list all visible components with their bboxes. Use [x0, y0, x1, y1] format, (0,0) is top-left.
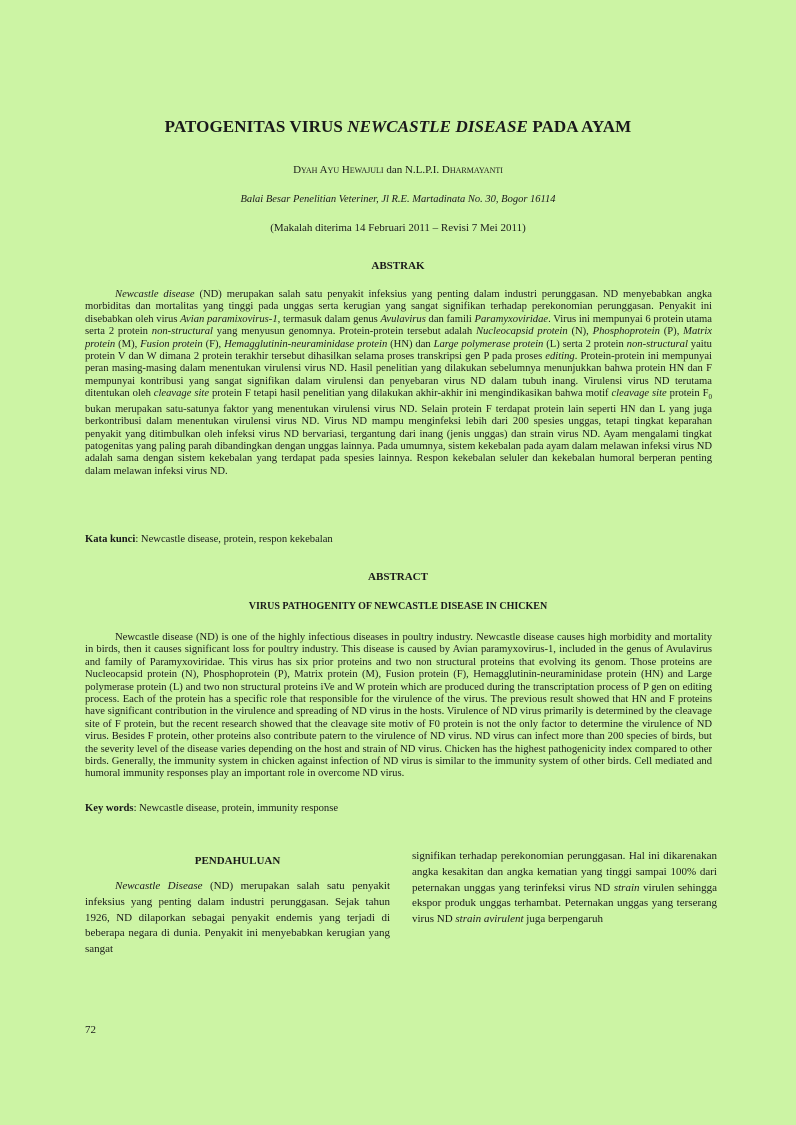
received-date: (Makalah diterima 14 Februari 2011 – Revisi 7 Mei 2011) [270, 222, 526, 234]
intro-column-right: signifikan terhadap perekonomian perunggasan. Hal ini dikarenakan angka kesakitan dan angka kematian yang tinggi sampai 100% dari peternakan unggas yang terinfeksi virus ND strain virulen sehingga ekspor produk unggas terhambat. Peternakan unggas yang terserang virus ND strain avirulent juga berpengaruh [412, 850, 717, 926]
key-words: Key words: Newcastle disease, protein, immunity response [85, 803, 339, 814]
abstract-heading: ABSTRACT [368, 571, 428, 583]
author-2: N.L.P.I. Dharmayanti [404, 164, 503, 176]
intro-column-left: Newcastle Disease (ND) merupakan salah satu penyakit infeksius yang penting dalam industri perunggasan. Sejak tahun 1926, ND dilaporkan sebagai penyakit endemis yang terjadi di beberapa negara di dunia. Penyakit ini menyebabkan kerugian yang sangat [85, 880, 391, 956]
paper-title: PATOGENITAS VIRUS NEWCASTLE DISEASE PADA AYAM [164, 117, 632, 136]
abstrak-body: Newcastle disease (ND) merupakan salah satu penyakit infeksius yang penting dalam industri perunggasan. ND menyebabkan angka morbiditas dan mortalitas yang tinggi pada unggas serta kerugian yang sangat signifikan terhadap perekonomian perunggasan. Penyakit ini disebabkan oleh virus Avian paramixovirus-1, termasuk dalam genus Avulavirus dan famili Paramyxoviridae. Virus ini mempunyai 6 protein utama serta 2 protein non-structural yang menyusun genomnya. Protein-protein tersebut adalah Nucleocapsid protein (N), Phosphoprotein (P), Matrix protein (M), Fusion protein (F), Hemagglutinin-neuraminidase protein (HN) dan Large polymerase protein (L) serta 2 protein non-structural yaitu protein V dan W dimana 2 protein terakhir tersebut dihasilkan selama proses transkripsi gen P pada proses editing. Protein-protein ini mempunyai peran masing-masing dalam menentukan virulensi virus ND. Hasil penelitian yang dilakukan sebelumnya menunjukkan bahwa protein HN dan F mempunyai kontribusi yang sangat signifikan dalam virulensi dan penyebaran virus ND dalam tubuh inang. Virulensi virus ND terutama ditentukan oleh cleavage site protein F tetapi hasil penelitian yang dilakukan akhir-akhir ini mengindikasikan bahwa motif cleavage site protein $F_0$ bukan merupakan satu-satunya faktor yang menentukan virulensi virus ND. Selain protein F terdapat protein lain seperti HN dan L yang juga berkontribusi dalam menentukan virulensi virus ND. Virus ND mampu menginfeksi lebih dari 200 spesies unggas, tetapi tingkat keparahan penyakit yang ditimbulkan oleh infeksi virus ND bervariasi, tergantung dari inang (jenis unggas) dan strain virus ND. Ayam mengalami tingkat patogenitas yang paling parah dibandingkan dengan unggas lainnya. Pada umumnya, sistem kekebalan pada ayam dalam melawan infeksi virus ND adalah sama dengan sistem kekebalan yang terdapat pada spesies lainnya. Respon kekebalan seluler dan kekebalan humoral berperan penting dalam melawan infeksi virus ND. [85, 289, 713, 477]
abstract-body: Newcastle disease (ND) is one of the highly infectious diseases in poultry industry. Newcastle disease causes high morbidity and mortality in birds, then it causes significant loss for poultry industry. This disease is caused by Avian paramyxovirus-1, included in the genus of Avulavirus and family of Paramyxoviridae. This virus has six prior proteins and two non structural proteins that evolving its genom. Those proteins are Nucleocapsid protein (N), Phosphoprotein (P), Matrix protein (M), Fusion protein (F), Hemagglutinin-neuraminidase protein (HN) and Large polymerase protein (L) and two non structural proteins iVe and W protein which are produced during the transcriptation process of P gen on editing process. Each of the protein has a specific role that responsible for the virulence of the virus. The previous result showed that HN and F proteins have significant contribution in the virulence and spreading of ND virus in the hosts. Virulence of ND virus primarily is determined by the cleavage site of F protein, but the recent research showed that the cleavage site motiv of F0 protein is not the only factor to determine the virulence of ND virus. Besides F protein, other proteins also contribute patern to the virulence of ND virus. ND virus can infect more than 200 species of birds, but the severity level of the disease varies depending on the host and strain of ND virus. Chicken has the highest pathogenicity index compared to other birds. Generally, the immunity system in chicken against infection of ND virus is similar to the immunity system of other birds. Cell mediated and humoral immunity responses play an important role in overcome ND virus. [85, 632, 712, 780]
affiliation: Balai Besar Penelitian Veteriner, Jl R.E. Martadinata No. 30, Bogor 16114 [240, 194, 556, 205]
pendahuluan-heading: PENDAHULUAN [194, 855, 281, 867]
abstract-subheading: VIRUS PATHOGENITY OF NEWCASTLE DISEASE IN CHICKEN [248, 601, 548, 612]
abstrak-heading: ABSTRAK [371, 260, 425, 272]
kata-kunci: Kata kunci: Newcastle disease, protein, respon kekebalan [85, 534, 333, 545]
author-1: Dyah Ayu Hewajuli [293, 164, 384, 176]
authors: Dyah Ayu Hewajuli dan N.L.P.I. Dharmayanti [293, 164, 503, 176]
page-number: 72 [85, 1024, 96, 1036]
